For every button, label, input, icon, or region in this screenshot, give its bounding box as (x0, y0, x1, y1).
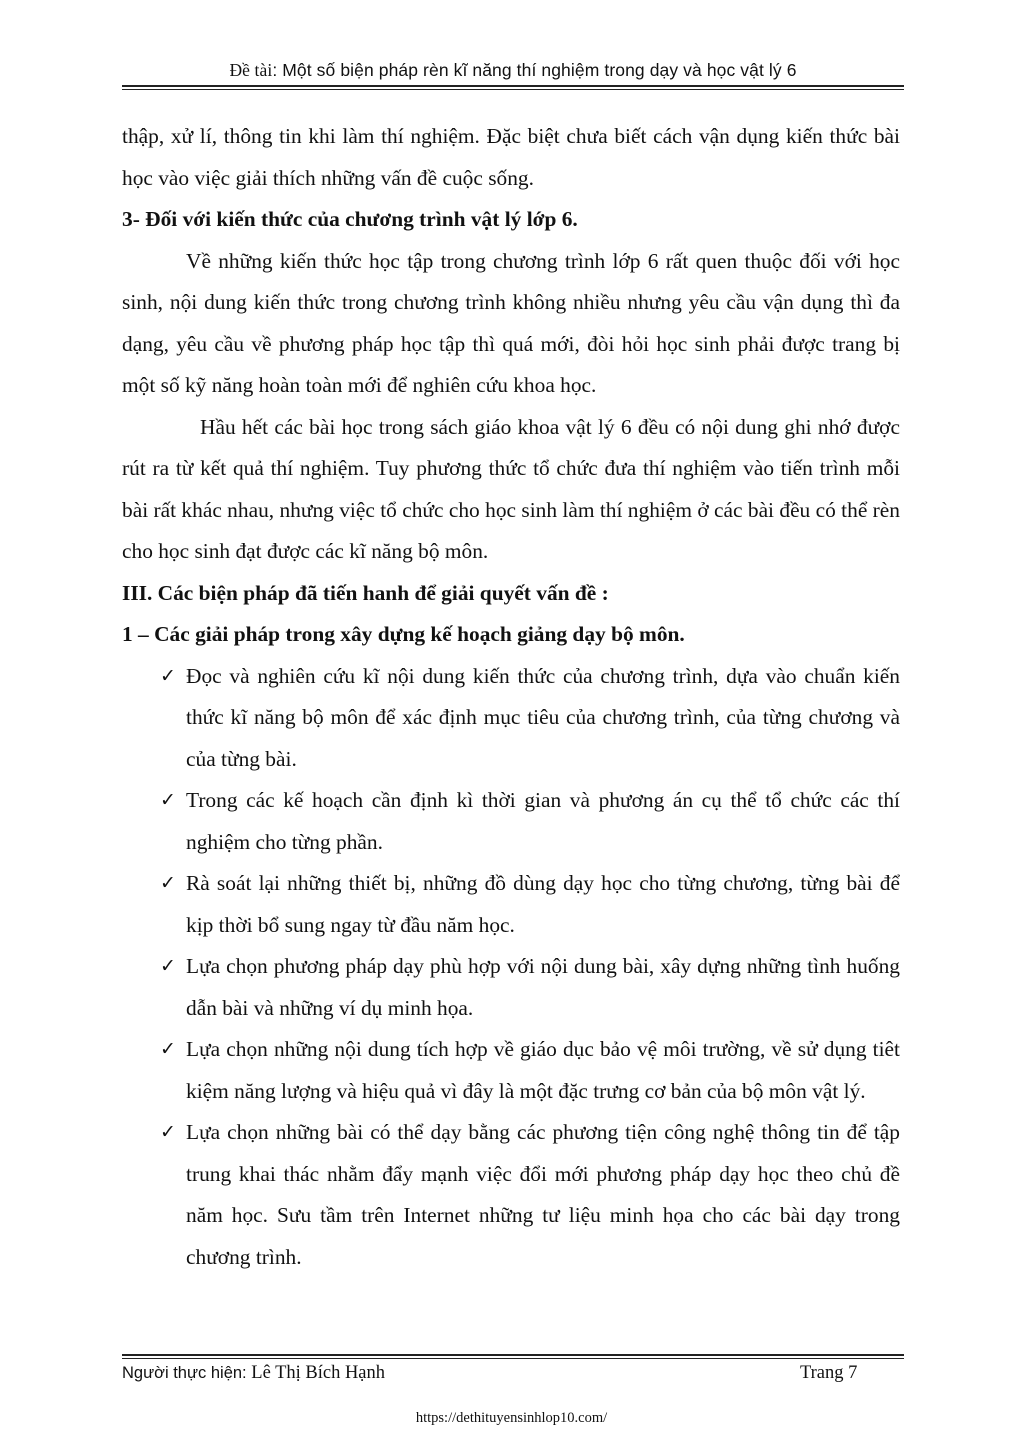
header-lead: Đề tài (229, 60, 273, 80)
section-heading-1: 1 – Các giải pháp trong xây dựng kế hoạch giảng dạy bộ môn. (122, 622, 685, 646)
check-icon: ✓ (160, 789, 176, 811)
header-title: : Một số biện pháp rèn kĩ năng thí nghiệm trong dạy và học vật lý 6 (272, 60, 797, 80)
list-item-text: Lựa chọn phương pháp dạy phù hợp với nội dung bài, xây dựng những tình huống dẫn bài và những ví dụ minh họa. (186, 954, 900, 1020)
source-url-link[interactable]: https://dethituyensinhlop10.com/ (415, 1410, 608, 1426)
page-header (122, 60, 904, 81)
page-number: Trang 7 (800, 1363, 858, 1383)
author-name: Lê Thị Bích Hạnh (246, 1363, 386, 1383)
list-item (122, 946, 900, 1029)
section-heading-III: III. Các biện pháp đã tiến hanh để giải quyết vấn đề : (122, 580, 609, 605)
footer-rule (122, 1354, 904, 1359)
list-item-text: Trong các kế hoạch cần định kì thời gian và phương án cụ thể tổ chức các thí nghiệm cho từng phần. (186, 788, 900, 854)
check-icon: ✓ (160, 872, 176, 894)
header-rule (122, 85, 904, 90)
paragraph-knowledge: Về những kiến thức học tập trong chương trình lớp 6 rất quen thuộc đối với học sinh, nội dung kiến thức trong chương trình không nhiều nhưng yêu cầu vận dụng thì đa dạng, yêu cầu về phương pháp học tập thì quá mới, đòi hỏi học sinh phải được trang bị một số kỹ năng hoàn toàn mới để nghiên cứu khoa học. (122, 248, 900, 397)
list-item (122, 863, 900, 946)
document-body (122, 116, 900, 1278)
list-item (122, 656, 900, 781)
author-label: Người thực hiện: (122, 1364, 247, 1382)
footer-author (122, 1363, 385, 1384)
list-item (122, 780, 900, 863)
check-icon: ✓ (160, 955, 176, 977)
list-item-text: Lựa chọn những bài có thể dạy bằng các phương tiện công nghệ thông tin để tập trung khai thác nhằm đẩy mạnh việc đổi mới phương pháp dạy học theo chủ đề năm học. Sưu tầm trên Internet những tư liệu minh họa cho các bài dạy trong chương trình. (186, 1120, 900, 1269)
list-item-text: Đọc và nghiên cứu kĩ nội dung kiến thức của chương trình, dựa vào chuẩn kiến thức kĩ năng bộ môn để xác định mục tiêu của chương trình, của từng chương và của từng bài. (186, 663, 900, 771)
list-item-text: Rà soát lại những thiết bị, những đồ dùng dạy học cho từng chương, từng bài để kịp thời bổ sung ngay từ đầu năm học. (186, 871, 900, 937)
check-icon: ✓ (160, 664, 176, 687)
check-icon: ✓ (160, 1038, 176, 1060)
measures-checklist (122, 656, 900, 1279)
check-icon: ✓ (160, 1121, 176, 1143)
section-heading-3: 3- Đối với kiến thức của chương trình vật lý lớp 6. (122, 207, 578, 231)
list-item (122, 1029, 900, 1112)
list-item (122, 1112, 900, 1278)
paragraph-lessons: Hầu hết các bài học trong sách giáo khoa vật lý 6 đều có nội dung ghi nhớ được rút ra từ kết quả thí nghiệm. Tuy phương thức tổ chức đưa thí nghiệm vào tiến trình mỗi bài rất khác nhau, nhưng việc tổ chức cho học sinh làm thí nghiệm ở các bài đều có thể rèn cho học sinh đạt được các kĩ năng bộ môn. (122, 414, 900, 563)
list-item-text: Lựa chọn những nội dung tích hợp về giáo dục bảo vệ môi trường, về sử dụng tiêt kiệm năng lượng và hiệu quả vì đây là một đặc trưng cơ bản của bộ môn vật lý. (186, 1037, 900, 1103)
paragraph-continuation: thập, xử lí, thông tin khi làm thí nghiệm. Đặc biệt chưa biết cách vận dụng kiến thức bài học vào việc giải thích những vấn đề cuộc sống. (122, 124, 900, 190)
